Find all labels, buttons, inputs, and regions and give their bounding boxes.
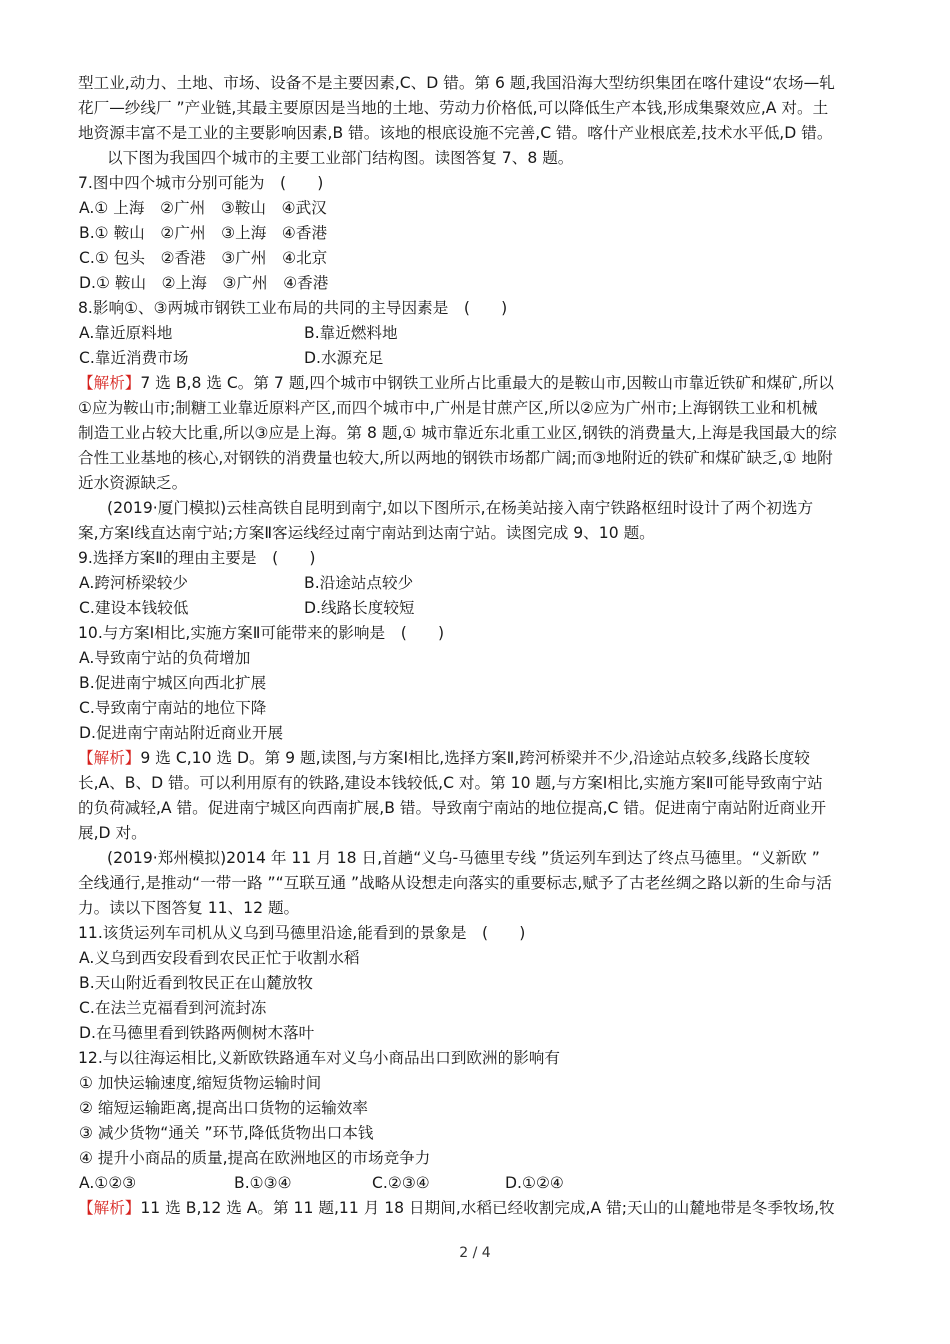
q8-option-a: A.靠近原料地	[79, 324, 173, 342]
q11-option-a: A.义乌到西安段看到农民正忙于收割水稻	[79, 949, 360, 967]
analysis-9-10	[78, 747, 810, 769]
question-8: 8.影响①、③两城市钢铁工业布局的共同的主导因素是 ( )	[78, 299, 508, 317]
analysis-text: 11 选 B,12 选 A。第 11 题,11 月 18 日期间,水稻已经收割完成,A 错;天山的山麓地带是冬季牧场,牧	[140, 1199, 835, 1217]
q11-option-d: D.在马德里看到铁路两侧树木落叶	[79, 1024, 315, 1042]
q12-option-b: B.①③④	[234, 1174, 292, 1192]
analysis-7-8	[78, 372, 834, 394]
q10-option-b: B.促进南宁城区向西北扩展	[79, 674, 267, 692]
q11-option-c: C.在法兰克福看到河流封冻	[79, 999, 267, 1017]
intro-11-12: (2019·郑州模拟)2014 年 11 月 18 日,首趟“义乌-马德里专线 ”货运列车到达了终点马德里。“义新欧 ”	[107, 849, 820, 867]
q7-option-a: A.① 上海 ②广州 ③鞍山 ④武汉	[79, 199, 327, 217]
q10-option-a: A.导致南宁站的负荷增加	[79, 649, 251, 667]
analysis-label: 【解析】	[78, 1199, 141, 1217]
question-7: 7.图中四个城市分别可能为 ( )	[78, 174, 324, 192]
text-line: 制造工业占较大比重,所以③应是上海。第 8 题,① 城市靠近东北重工业区,钢铁的消费量大,上海是我国最大的综	[78, 424, 837, 442]
q9-option-d: D.线路长度较短	[304, 599, 415, 617]
analysis-text: 9 选 C,10 选 D。第 9 题,读图,与方案Ⅰ相比,选择方案Ⅱ,跨河桥梁并不少,沿途站点较多,线路长度较	[140, 749, 810, 767]
q9-option-a: A.跨河桥梁较少	[79, 574, 188, 592]
text-line: 的负荷减轻,A 错。促进南宁城区向西南扩展,B 错。导致南宁南站的地位提高,C 错。促进南宁南站附近商业开	[78, 799, 827, 817]
q10-option-c: C.导致南宁南站的地位下降	[79, 699, 267, 717]
q12-option-c: C.②③④	[372, 1174, 430, 1192]
analysis-label: 【解析】	[78, 374, 141, 392]
q7-option-b: B.① 鞍山 ②广州 ③上海 ④香港	[79, 224, 328, 242]
q11-option-b: B.天山附近看到牧民正在山麓放牧	[79, 974, 313, 992]
q10-option-d: D.促进南宁南站附近商业开展	[79, 724, 284, 742]
analysis-label: 【解析】	[78, 749, 141, 767]
text-line: 展,D 对。	[78, 824, 147, 842]
page-number: 2 / 4	[459, 1245, 491, 1261]
question-10: 10.与方案Ⅰ相比,实施方案Ⅱ可能带来的影响是 ( )	[78, 624, 445, 642]
q12-option-a: A.①②③	[79, 1174, 137, 1192]
q9-option-b: B.沿途站点较少	[304, 574, 414, 592]
intro-7-8: 以下图为我国四个城市的主要工业部门结构图。读图答复 7、8 题。	[107, 149, 574, 167]
q12-statement-1: ① 加快运输速度,缩短货物运输时间	[79, 1074, 322, 1092]
q8-option-d: D.水源充足	[304, 349, 384, 367]
q12-statement-4: ④ 提升小商品的质量,提高在欧洲地区的市场竞争力	[79, 1149, 431, 1167]
text-line: 长,A、B、D 错。可以利用原有的铁路,建设本钱较低,C 对。第 10 题,与方案Ⅰ相比,实施方案Ⅱ可能导致南宁站	[78, 774, 823, 792]
q12-option-d: D.①②④	[505, 1174, 564, 1192]
q7-option-c: C.① 包头 ②香港 ③广州 ④北京	[79, 249, 328, 267]
question-9: 9.选择方案Ⅱ的理由主要是 ( )	[78, 549, 316, 567]
q7-option-d: D.① 鞍山 ②上海 ③广州 ④香港	[79, 274, 329, 292]
question-11: 11.该货运列车司机从义乌到马德里沿途,能看到的景象是 ( )	[78, 924, 526, 942]
text-line: 力。读以下图答复 11、12 题。	[78, 899, 300, 917]
text-line: ①应为鞍山市;制糖工业靠近原料产区,而四个城市中,广州是甘蔗产区,所以②应为广州市;上海钢铁工业和机械	[78, 399, 818, 417]
text-line: 型工业,动力、土地、市场、设备不是主要因素,C、D 错。第 6 题,我国沿海大型纺织集团在喀什建设“农场—轧	[78, 74, 835, 92]
text-line: 全线通行,是推动“一带一路 ”“互联互通 ”战略从设想走向落实的重要标志,赋予了古老丝绸之路以新的生命与活	[78, 874, 832, 892]
text-line: 花厂—纱线厂 ”产业链,其最主要原因是当地的土地、劳动力价格低,可以降低生产本钱,形成集聚效应,A 对。土	[78, 99, 829, 117]
q12-statement-2: ② 缩短运输距离,提高出口货物的运输效率	[79, 1099, 368, 1117]
analysis-text: 7 选 B,8 选 C。第 7 题,四个城市中钢铁工业所占比重最大的是鞍山市,因鞍山市靠近铁矿和煤矿,所以	[140, 374, 834, 392]
q8-option-c: C.靠近消费市场	[79, 349, 189, 367]
text-line: 地资源丰富不是工业的主要影响因素,B 错。该地的根底设施不完善,C 错。喀什产业根底差,技术水平低,D 错。	[78, 124, 833, 142]
text-line: 案,方案Ⅰ线直达南宁站;方案Ⅱ客运线经过南宁南站到达南宁站。读图完成 9、10 题。	[78, 524, 655, 542]
text-line: 合性工业基地的核心,对钢铁的消费量也较大,所以两地的钢铁市场都广阔;而③地附近的铁矿和煤矿缺乏,① 地附	[78, 449, 833, 467]
q12-statement-3: ③ 减少货物“通关 ”环节,降低货物出口本钱	[79, 1124, 374, 1142]
analysis-11-12	[78, 1197, 835, 1219]
q9-option-c: C.建设本钱较低	[79, 599, 189, 617]
question-12: 12.与以往海运相比,义新欧铁路通车对义乌小商品出口到欧洲的影响有	[78, 1049, 560, 1067]
intro-9-10: (2019·厦门模拟)云桂高铁自昆明到南宁,如以下图所示,在杨美站接入南宁铁路枢纽时设计了两个初选方	[107, 499, 814, 517]
q8-option-b: B.靠近燃料地	[304, 324, 398, 342]
text-line: 近水资源缺乏。	[78, 474, 188, 492]
